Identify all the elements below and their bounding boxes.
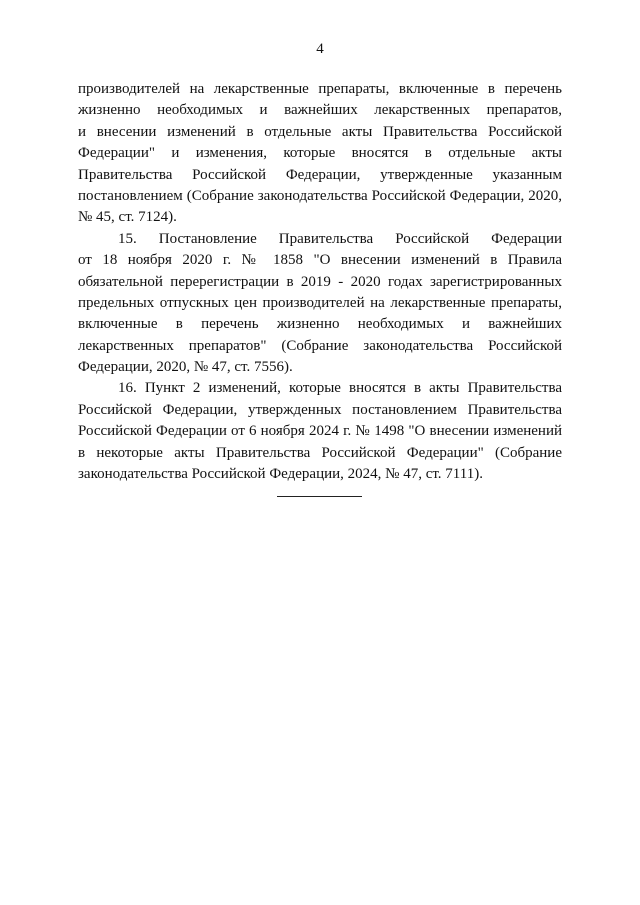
text-line: жизненно необходимых и важнейших лекарственных препаратов,	[78, 102, 562, 119]
closing-separator-line	[277, 496, 362, 497]
text-line: производителей на лекарственные препараты, включенные в перечень	[78, 81, 562, 97]
text-line: обязательной перерегистрации в 2019 - 2020 годах зарегистрированных	[78, 273, 562, 290]
paragraph-16-start: 16. Пункт 2 изменений, которые вносятся в акты Правительства	[118, 380, 562, 397]
text-line: Федерации, 2020, № 47, ст. 7556).	[78, 359, 293, 376]
text-line: в некоторые акты Правительства Российской Федерации" (Собрание	[78, 444, 562, 461]
text-line: от 18 ноября 2020 г. № 1858 "О внесении изменений в Правила	[78, 252, 562, 269]
text-line: Федерации" и изменения, которые вносятся в отдельные акты	[78, 145, 562, 162]
text-line: и внесении изменений в отдельные акты Правительства Российской	[78, 123, 562, 140]
text-line: Российской Федерации от 6 ноября 2024 г. № 1498 "О внесении изменений	[78, 423, 562, 440]
text-line: законодательства Российской Федерации, 2024, № 47, ст. 7111).	[78, 466, 483, 483]
text-line: Правительства Российской Федерации, утвержденные указанным	[78, 166, 562, 183]
document-body	[78, 79, 562, 485]
paragraph-15-start: 15. Постановление Правительства Российской Федерации	[118, 230, 562, 247]
text-line: постановлением (Собрание законодательства Российской Федерации, 2020,	[78, 187, 562, 204]
text-line: № 45, ст. 7124).	[78, 209, 177, 226]
text-line: Российской Федерации, утвержденных постановлением Правительства	[78, 401, 562, 418]
page-number: 4	[316, 41, 324, 57]
text-line: включенные в перечень жизненно необходимых и важнейших	[78, 316, 562, 333]
text-line: предельных отпускных цен производителей на лекарственные препараты,	[78, 294, 562, 311]
text-line: лекарственных препаратов" (Собрание законодательства Российской	[78, 337, 562, 354]
